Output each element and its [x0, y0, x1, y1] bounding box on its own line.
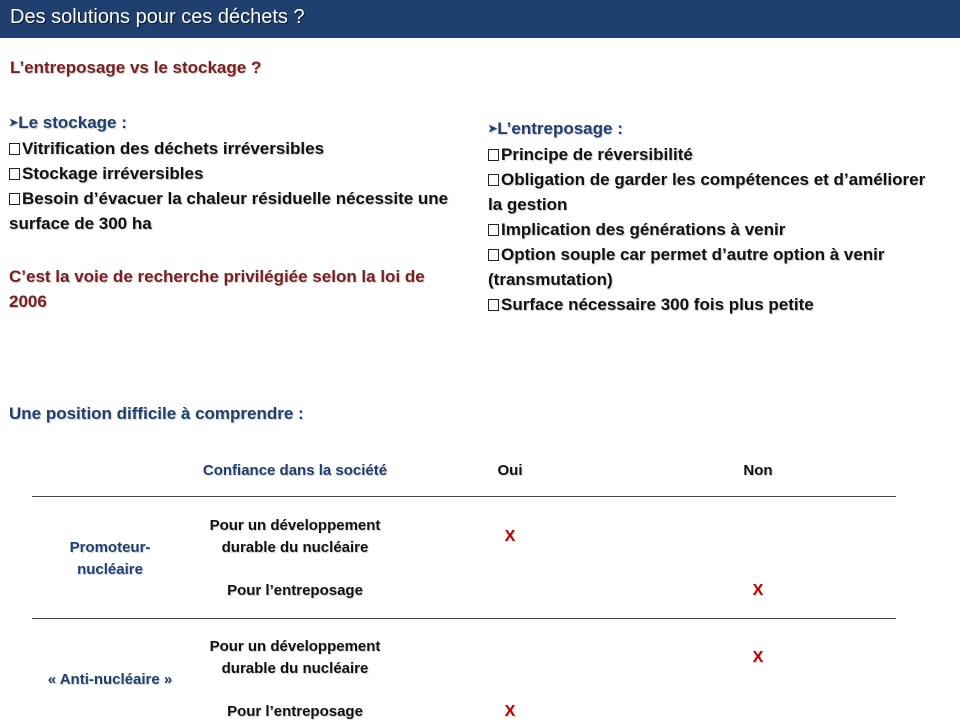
checkbox-bullet-icon: [488, 174, 499, 186]
entreposage-item: [488, 217, 928, 242]
entreposage-heading-text: L’entreposage :: [497, 119, 623, 138]
arrow-bullet-icon: ➤: [488, 123, 498, 136]
entreposage-item-text: Surface nécessaire 300 fois plus petite: [501, 295, 814, 315]
stockage-column: [9, 110, 454, 236]
checkbox-bullet-icon: [488, 224, 499, 236]
row-label: Pour l’entreposage: [227, 582, 363, 599]
table-divider: [32, 496, 896, 497]
stockage-item: [9, 136, 454, 161]
entreposage-item: [488, 167, 928, 217]
cross-mark: X: [752, 582, 764, 599]
arrow-bullet-icon: ➤: [9, 117, 19, 130]
row-label: Pour un développement durable du nucléaire: [209, 517, 381, 556]
slide-subtitle: L’entreposage vs le stockage ?: [10, 58, 262, 77]
cross-mark: X: [504, 528, 516, 545]
entreposage-item: [488, 242, 928, 292]
column-header-confiance: Confiance dans la société: [202, 462, 388, 479]
table-divider: [32, 618, 896, 619]
title-bar: [0, 0, 960, 38]
row-label: Pour l’entreposage: [227, 703, 363, 720]
stockage-heading-text: Le stockage :: [18, 113, 127, 132]
checkbox-bullet-icon: [488, 149, 499, 161]
entreposage-column: [488, 116, 928, 317]
checkbox-bullet-icon: [488, 249, 499, 261]
checkbox-bullet-icon: [9, 193, 20, 205]
stockage-item: [9, 161, 454, 186]
row-label: Pour un développement durable du nucléaire: [209, 638, 381, 677]
checkbox-bullet-icon: [9, 143, 20, 155]
stockage-item-text: Vitrification des déchets irréversibles: [22, 139, 325, 159]
cross-mark: X: [504, 703, 516, 720]
stockage-heading: [9, 110, 454, 136]
stockage-item-text: Besoin d’évacuer la chaleur résiduelle nécessite une surface de 300 ha: [9, 189, 449, 234]
entreposage-item-text: Principe de réversibilité: [501, 145, 693, 165]
stockage-item: [9, 186, 454, 236]
row-group-label: Promoteur-nucléaire: [69, 539, 151, 578]
entreposage-item-text: Implication des générations à venir: [501, 220, 786, 240]
entreposage-item-text: Option souple car permet d’autre option à venir (transmutation): [488, 245, 885, 290]
slide-title: Des solutions pour ces déchets ?: [10, 6, 305, 28]
row-group-label: « Anti-nucléaire »: [47, 671, 173, 688]
loi-2006-note: C’est la voie de recherche privilégiée selon la loi de 2006: [9, 267, 425, 311]
entreposage-heading: [488, 116, 928, 142]
column-header-oui: Oui: [497, 462, 523, 479]
checkbox-bullet-icon: [9, 168, 20, 180]
entreposage-item-text: Obligation de garder les compétences et d’améliorer la gestion: [488, 170, 926, 215]
column-header-non: Non: [743, 462, 773, 479]
cross-mark: X: [752, 649, 764, 666]
checkbox-bullet-icon: [488, 299, 499, 311]
entreposage-item: [488, 142, 928, 167]
stockage-item-text: Stockage irréversibles: [22, 164, 204, 184]
entreposage-item: [488, 292, 928, 317]
section-title: Une position difficile à comprendre :: [9, 404, 304, 423]
